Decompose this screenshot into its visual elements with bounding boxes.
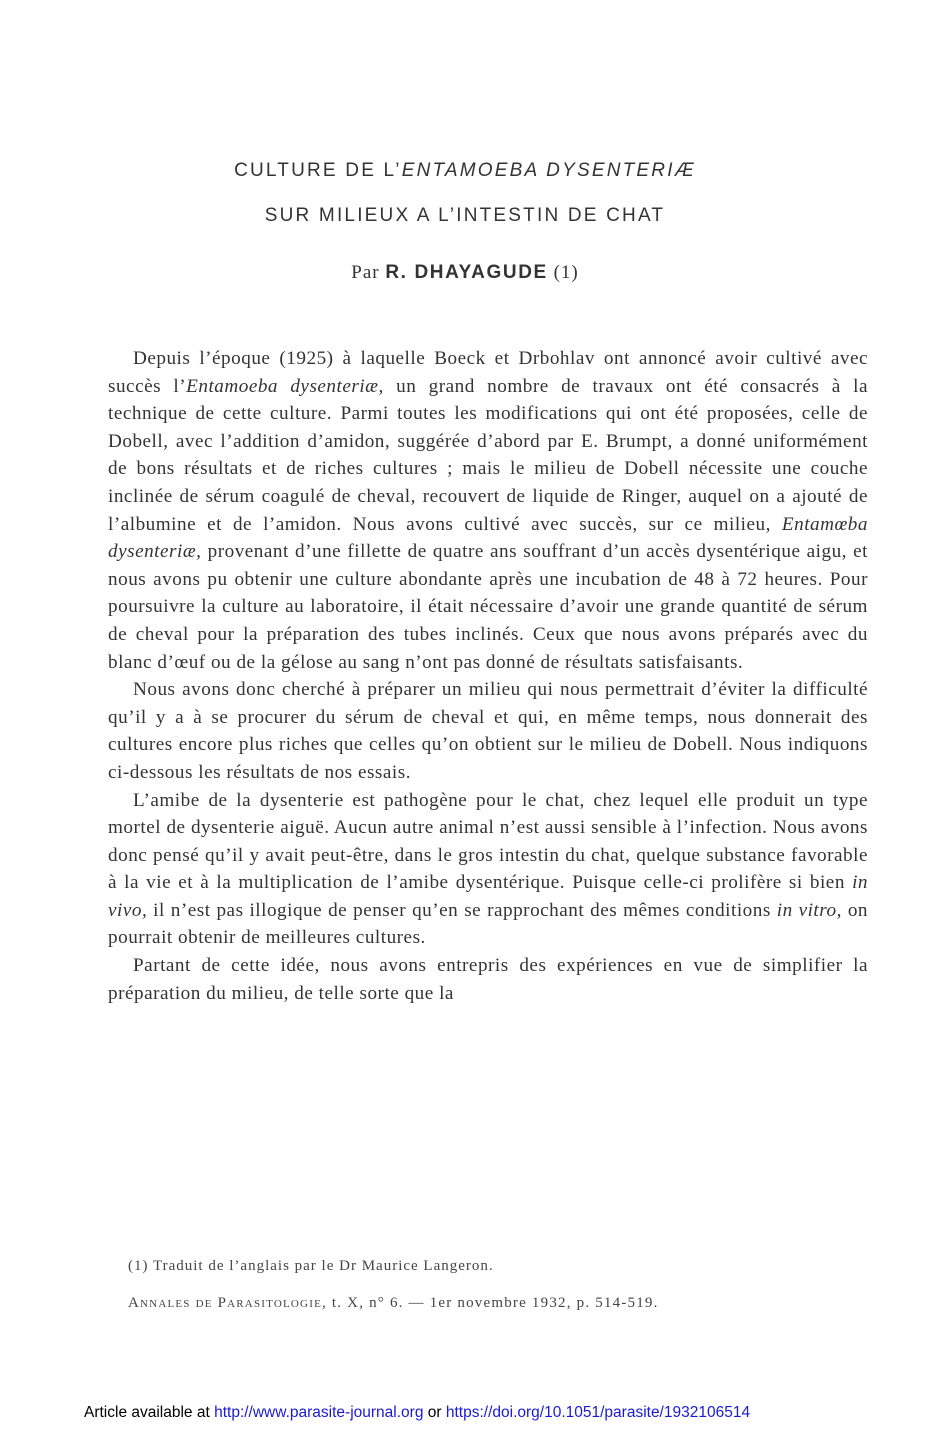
species-name: Entamoeba dysenteriæ, <box>186 375 384 397</box>
citation-details: t. X, n° 6. — 1er novembre 1932, p. 514-519. <box>331 1295 659 1311</box>
availability-middle: or <box>423 1404 446 1421</box>
article-body <box>108 345 868 1007</box>
paragraph-1 <box>108 345 868 676</box>
paragraph-2 <box>108 676 868 786</box>
paragraph-text: L’amibe de la dysenterie est pathogène pour le chat, chez lequel elle produit un type mortel de dysenterie aiguë. Aucun autre animal n’est aussi sensible à l’infection. Nous avons donc pensé qu’il y avait peut-être, dans le gros intestin du chat, quelque substance favorable à la vie et à la multiplication de l’amibe dysentérique. Puisque celle-ci prolifère si bien <box>108 789 868 894</box>
latin-phrase: in vitro, <box>776 899 842 921</box>
doi-link[interactable]: https://doi.org/10.1051/parasite/1932106514 <box>445 1404 751 1421</box>
paragraph-text: il n’est pas illogique de penser qu’en se rapprochant des mêmes conditions <box>147 899 777 921</box>
paragraph-text: Nous avons donc cherché à préparer un milieu qui nous permettrait d’éviter la difficulté qu’il y a à se procurer du sérum de cheval et qui, en même temps, nous donnerait des cultures encore plus riches que celles qu’on obtient sur le milieu de Dobell. Nous indiquons ci-dessous les résultats de nos essais. <box>108 679 868 783</box>
journal-name: Annales de Parasitologie, <box>128 1295 327 1311</box>
availability-line <box>84 1404 750 1422</box>
byline-note-ref: (1) <box>553 262 579 283</box>
footnote: (1) Traduit de l’anglais par le Dr Maurice Langeron. <box>128 1258 494 1274</box>
paragraph-3 <box>108 787 868 953</box>
byline <box>0 262 930 284</box>
byline-prefix: Par <box>351 262 380 283</box>
paragraph-4 <box>108 952 868 1007</box>
journal-link[interactable]: http://www.parasite-journal.org <box>214 1404 424 1421</box>
paragraph-text: on pourrait obtenir de meilleures cultures. <box>108 899 869 949</box>
article-title-line-1 <box>0 160 930 182</box>
author-name: R. DHAYAGUDE <box>385 262 548 283</box>
title-species: ENTAMOEBA DYSENTERIÆ <box>401 160 696 181</box>
paragraph-text: Partant de cette idée, nous avons entrepris des expériences en vue de simplifier la préparation du milieu, de telle sorte que la <box>108 955 868 1004</box>
journal-citation <box>128 1295 659 1312</box>
title-prefix: CULTURE DE L’ <box>234 160 402 181</box>
latin-phrase: in vivo, <box>108 872 868 921</box>
article-title-line-2: SUR MILIEUX A L’INTESTIN DE CHAT <box>264 205 666 226</box>
species-name: Entamœba dysenteriæ, <box>108 513 868 563</box>
paragraph-text: provenant d’une fillette de quatre ans souffrant d’un accès dysentérique aigu, et nous avons pu obtenir une culture abondante après une incubation de 48 à 72 heures. Pour poursuivre la culture au laboratoire, il était nécessaire d’avoir une grande quantité de sérum de cheval pour la préparation des tubes inclinés. Ceux que nous avons préparés avec du blanc d’œuf ou de la gélose au sang n’ont pas donné de résultats satisfaisants. <box>108 541 868 673</box>
paragraph-text: un grand nombre de travaux ont été consacrés à la technique de cette culture. Parmi toutes les modifications qui ont été proposées, celle de Dobell, avec l’addition d’amidon, suggérée d’abord par E. Brumpt, a donné uniformément de bons résultats et de riches cultures ; mais le milieu de Dobell nécessite une couche inclinée de sérum coagulé de cheval, recouvert de liquide de Ringer, auquel on a ajouté de l’albumine et de l’amidon. Nous avons cultivé avec succès, sur ce milieu, <box>108 375 868 535</box>
availability-prefix: Article available at <box>84 1404 215 1421</box>
paragraph-text: Depuis l’époque (1925) à laquelle Boeck et Drbohlav ont annoncé avoir cultivé avec succès l’ <box>108 348 868 397</box>
